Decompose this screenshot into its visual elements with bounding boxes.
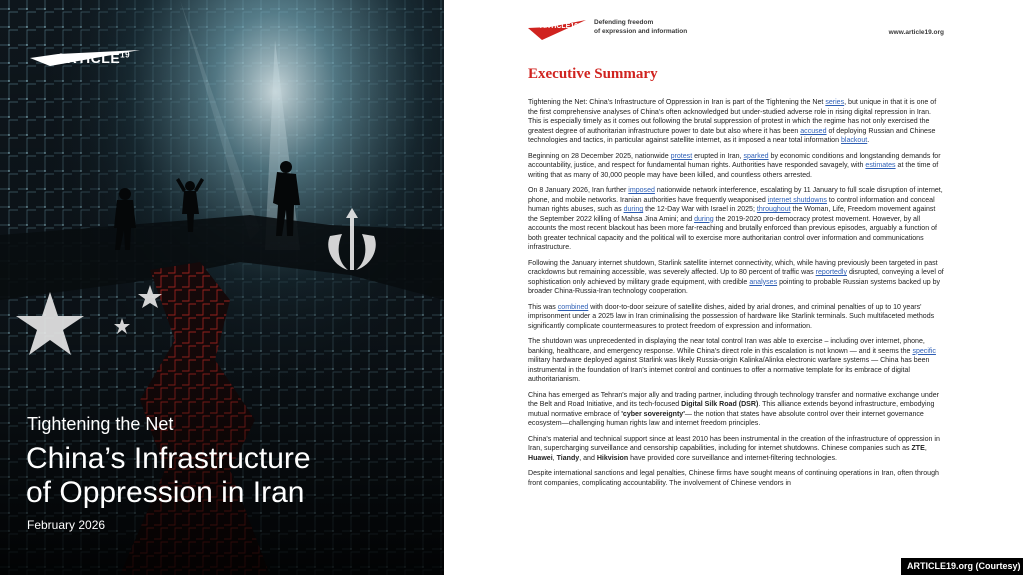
- cover-date: February 2026: [27, 518, 106, 532]
- link-accused[interactable]: accused: [800, 127, 827, 135]
- paragraph-6: The shutdown was unprecedented in displaying the near total control Iran was able to exercise – including over internet, phone, banking, healthcare, and emergency response. While China's direct role in this escalation is not known — and it seems the specific military hardware deployed against Starlink was likely Russia-origin Kalinka/Alinka electronic warfare systems — China has been instrumental in the foundation of Iran's internet control and continues to offer a normative template for its embrace of digital authoritarianism.: [528, 338, 936, 383]
- link-combined[interactable]: combined: [557, 303, 589, 311]
- link-reportedly[interactable]: reportedly: [815, 269, 847, 276]
- article19-logo-red: [528, 18, 588, 44]
- link-internet-shutdowns[interactable]: internet shutdowns: [767, 196, 827, 204]
- paragraph-8: China's material and technical support since at least 2010 has been instrumental in the creation of the infrastructure of oppression in Iran, supercharging surveillance and censorship capabilities, including for internet shutdowns. Chinese companies such as ZTE, Huawei, Tiandy, and Hikvision have provided core surveillance and internet-filtering technologies.: [528, 435, 940, 462]
- page-logo-text: ARTICLE19: [540, 23, 579, 30]
- link-protest[interactable]: protest: [670, 152, 693, 160]
- link-blackout[interactable]: blackout: [840, 137, 868, 144]
- report-cover: [0, 0, 444, 575]
- link-during-1[interactable]: during: [623, 206, 644, 213]
- executive-summary-page: [444, 0, 1023, 575]
- paragraph-3: On 8 January 2026, Iran further imposed nationwide network interference, escalating by 11 January to full scale disruption of internet, phone, and mobile networks. Iranian authorities have frequently weaponised internet shutdowns to control information and conceal human rights abuses, such as during the 12-Day War with Israel in 2025; throughout the Woman, Life, Freedom movement against the September 2022 killing of Mahsa Jina Amini; and during the 2019-2020 pro-democracy protest movement. However, by all accounts the most recent blackout has been more far-reaching and brutally enforced than previous episodes, arguably a function of both greater technical capacity and the political will to exercise more authoritarian control over information and communications infrastructure.: [528, 187, 943, 251]
- tagline: Defending freedom of expression and information: [594, 19, 688, 35]
- paragraph-4: Following the January internet shutdown, Starlink satellite internet connectivity, which, while having previously been targeted in past crackdowns but remaining accessible, was severely affected. Up to 80 percent of traffic was reportedly disrupted, conveying a level of sophistication only achieved by military grade equipment, with credible analyses pointing to probable Russian systems backed up by broader China-Russia-Iran technology cooperation.: [528, 259, 944, 295]
- link-sparked[interactable]: sparked: [743, 152, 769, 160]
- link-analyses[interactable]: analyses: [749, 278, 778, 286]
- link-imposed[interactable]: imposed: [628, 187, 655, 194]
- paragraph-2: Beginning on 28 December 2025, nationwide protest erupted in Iran, sparked by economic conditions and longstanding demands for accountability, justice, and respect for fundamental human rights. Authorities have responded savagely, with estimates at the time of writing that as many of 30,000 people may have been killed, and countless others arrested.: [528, 152, 941, 179]
- photo-credit: ARTICLE19.org (Courtesy): [901, 558, 1023, 575]
- paragraph-7: China has emerged as Tehran's major ally and trading partner, including through technology transfer and normative exchange under the Belt and Road Initiative, and its tech-focused Digital Silk Road (DSR). This alliance extends beyond infrastructure, embodying mutual normative embrace of 'cyber sovereignty'— the notion that states have absolute control over their internet governance ecosystem—challenging human rights law and internet freedom principles.: [528, 391, 939, 427]
- cover-logo-text: ARTICLE$^{19}$: [56, 50, 131, 66]
- link-throughout[interactable]: throughout: [756, 206, 791, 213]
- paragraph-1: Tightening the Net: China’s Infrastructure of Oppression in Iran is part of the Tightening the Net series, but unique in that it is one of the first comprehensive analyses of China’s often acknowledged but under-studied adverse role in rising digital repression in Iran. This is especially timely as it comes out following the brutal suppression of protest in which the regime has not only exercised the greatest degree of authoritarian infrastructure power to date but also where it has been accused of deploying Russian and Chinese technologies and tactics, in particular against satellite internet, as it imposed a near total information blackout.: [528, 99, 937, 144]
- link-specific[interactable]: specific: [912, 347, 936, 355]
- paragraph-9: Despite international sanctions and legal penalties, Chinese firms have sought means of continuing operations in Iran, often through front companies, complicating accountability. The involvement of Chinese vendors in: [528, 470, 939, 487]
- link-during-2[interactable]: during: [694, 215, 714, 223]
- cover-title: China’s Infrastructure of Oppression in Iran: [26, 442, 311, 509]
- cover-kicker: Tightening the Net: [27, 414, 174, 434]
- summary-body: [528, 98, 944, 494]
- website-url: www.article19.org: [888, 29, 944, 36]
- paragraph-5: This was combined with door-to-door seizure of satellite dishes, aided by arial drones, and criminal penalties of up to 10 years' imprisonment under a 2025 law in Iran criminalising the possession of hardware like Starlink terminals. Such multifaceted methods significantly complicate countermeasures to protect freedom of expression and information.: [528, 303, 935, 330]
- link-estimates[interactable]: estimates: [865, 162, 896, 169]
- section-title: Executive Summary: [528, 66, 658, 82]
- link-series[interactable]: series: [825, 99, 845, 106]
